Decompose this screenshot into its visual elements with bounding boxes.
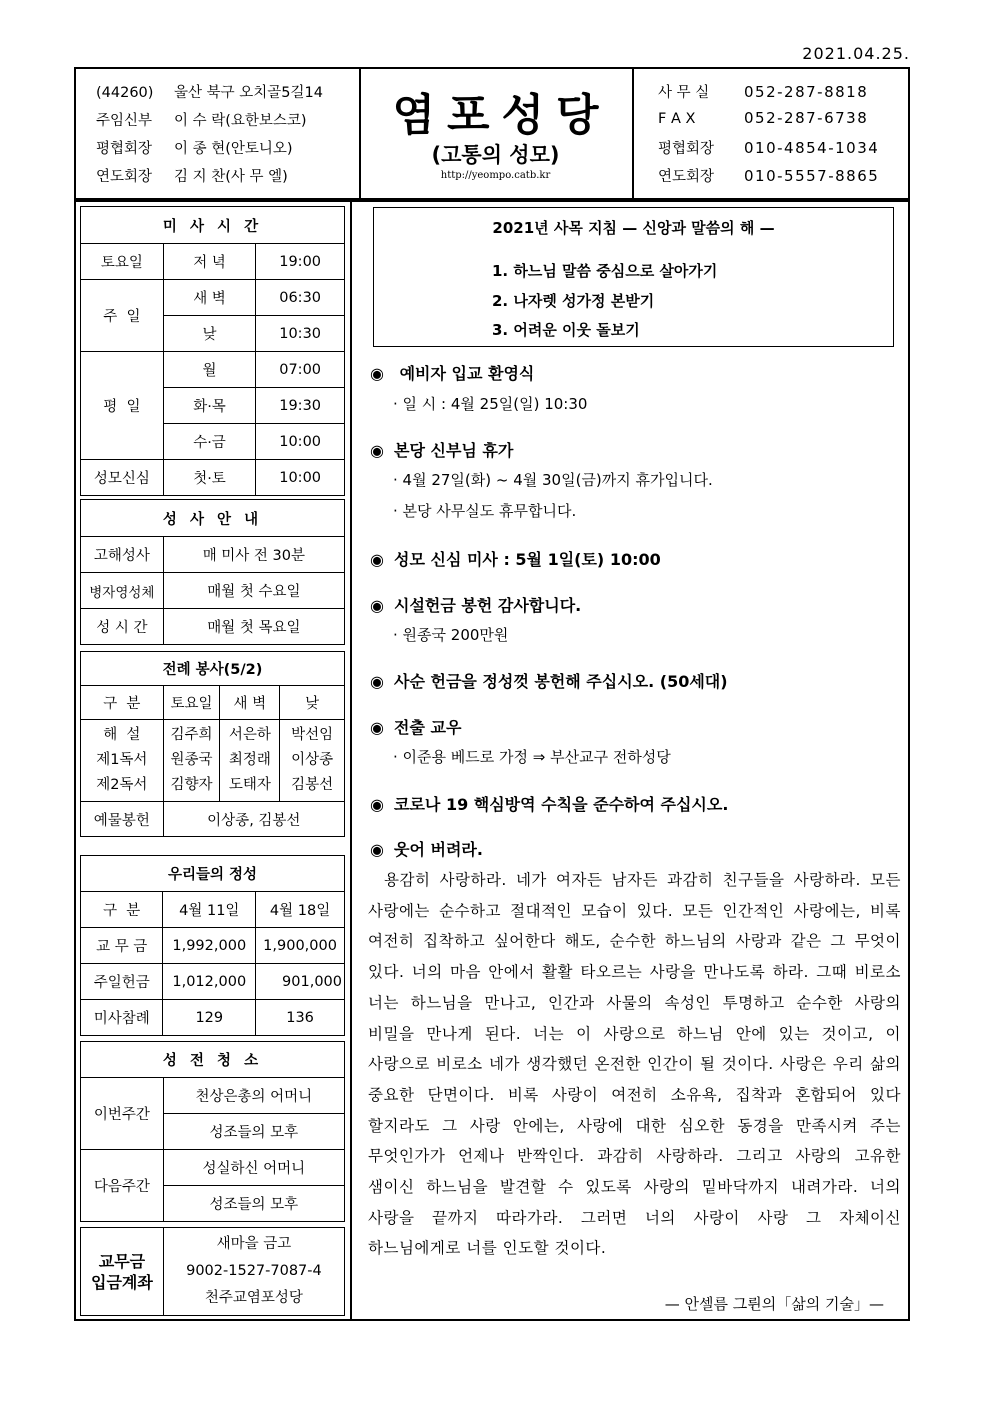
- bullet-icon: ◉: [370, 840, 384, 859]
- bullet-icon: ◉: [370, 441, 384, 460]
- header: [74, 67, 910, 200]
- policy-item: 1. 하느님 말씀 중심으로 살아가기: [492, 262, 718, 280]
- column-divider: [350, 200, 352, 1321]
- notice-transfer: ◉ 전출 교우: [370, 718, 462, 737]
- sacraments-title: 성 사 안 내: [81, 500, 345, 537]
- notice-detail: · 본당 사무실도 휴무합니다.: [393, 502, 577, 520]
- address-line: (44260) 울산 북구 오치골5길14: [96, 85, 323, 101]
- bullet-icon: ◉: [370, 596, 384, 615]
- notice-pastor-vacation: ◉ 본당 신부님 휴가: [370, 441, 514, 460]
- sacraments-table: 성 사 안 내 고해성사 매 미사 전 30분 병자영성체 매월 첫 수요일 성 시 간 매월 첫 목요일: [80, 499, 345, 645]
- bullet-icon: ◉: [370, 672, 384, 691]
- notice-detail: · 4월 27일(화) ~ 4월 30일(금)까지 휴가입니다.: [393, 471, 713, 489]
- mass-times-title: 미 사 시 간: [81, 207, 345, 244]
- notice-detail: · 일 시 : 4월 25일(일) 10:30: [393, 395, 588, 413]
- reflection-citation: — 안셀름 그륀의「삶의 기술」—: [664, 1295, 884, 1313]
- parish-title: 염포성당: [392, 90, 611, 141]
- office-phone: 사 무 실 052-287-8818: [658, 83, 869, 101]
- parish-subtitle: (고통의 성모): [431, 143, 560, 167]
- cleaning-title: 성 전 청 소: [81, 1042, 345, 1078]
- bullet-icon: ◉: [370, 550, 384, 569]
- policy-heading: 2021년 사목 지침 — 신앙과 말씀의 해 —: [492, 219, 775, 237]
- council-president-line: 평협회장 이 종 현(안토니오): [96, 141, 293, 157]
- policy-item: 2. 나자렛 성가정 본받기: [492, 292, 655, 310]
- notice-marian-mass: ◉ 성모 신심 미사 : 5월 1일(토) 10:00: [370, 550, 661, 569]
- bullet-icon: ◉: [370, 795, 384, 814]
- pastoral-policy-box: [373, 207, 894, 347]
- prayer-phone: 연도회장 010-5557-8865: [658, 167, 880, 185]
- notice-detail: · 원종국 200만원: [393, 626, 509, 644]
- account-detail: 새마을 금고 9002-1527-7087-4 천주교염포성당: [163, 1228, 344, 1316]
- parish-url[interactable]: http://yeompo.catb.kr: [440, 170, 551, 181]
- notice-detail: · 이준용 베드로 가정 ⇒ 부산교구 전하성당: [393, 748, 671, 766]
- liturgy-service-table: 전례 봉사(5/2) 구 분 토요일 새 벽 낮 해 설 제1독서 제2독서 김주희 원종국 김향자 서은하 최정래 도태자 박선임 이상종 김봉선 예물봉헌 이상종, 김봉선: [80, 651, 345, 837]
- bullet-icon: ◉: [370, 718, 384, 737]
- liturgy-title: 전례 봉사(5/2): [81, 652, 345, 686]
- masthead: [359, 69, 634, 198]
- parish-info: [76, 69, 361, 198]
- offerings-table: 우리들의 정성 구 분 4월 11일 4월 18일 교 무 금 1,992,000 1,900,000 주일헌금 1,012,000 901,000 미사참례 129 136: [80, 855, 345, 1036]
- cleaning-table: 성 전 청 소 이번주간 천상은총의 어머니 성조들의 모후 다음주간 성실하신 어머니 성조들의 모후: [80, 1041, 345, 1222]
- offerings-title: 우리들의 정성: [81, 856, 345, 892]
- account-table: [80, 1227, 345, 1316]
- notice-catechumen: ◉ 예비자 입교 환영식: [370, 364, 535, 383]
- council-phone: 평협회장 010-4854-1034: [658, 139, 880, 157]
- account-label: 교무금 입금계좌: [81, 1228, 164, 1316]
- pastor-line: 주임신부 이 수 락(요한보스코): [96, 113, 307, 129]
- notice-lent-offering: ◉ 사순 헌금을 정성껏 봉헌해 주십시오. (50세대): [370, 672, 728, 691]
- notice-facility-donation: ◉ 시설헌금 봉헌 감사합니다.: [370, 596, 582, 615]
- fax-number: F A X 052-287-6738: [658, 109, 869, 127]
- policy-item: 3. 어려운 이웃 돌보기: [492, 321, 640, 339]
- bullet-icon: ◉: [370, 364, 384, 383]
- reflection-text: 용감히 사랑하라. 네가 여자든 남자든 과감히 친구들을 사랑하라. 모든 사랑에는 순수하고 절대적인 모습이 있다. 모든 인간적인 사랑에는, 비록 여전히 집착하고 싶어한다 해도, 순수한 하느님의 사랑과 같은 그 무엇이 있다. 너의 마음 안에서 활활 타오르는 사랑을 만나도록 하라. 그때 비로소 너는 하느님을 만나고, 인간과 사물의 속성인 투명하고 순수한 사랑의 비밀을 만나게 된다. 너는 이 사랑으로 하느님 안에 있는 것이고, 이 사랑으로 비로소 네가 생각했던 온전한 인간이 될 것이다. 사랑은 우리 삶의 중요한 단면이다. 비록 사랑이 여전히 소유욕, 집착과 혼합되어 있다 할지라도 그 사랑 안에는, 사랑에 대한 심오한 동경을 만족시켜 주는 무엇인가가 언제나 반짝인다. 과감히 사랑하라. 그리고 사랑의 고유한 샘이신 하느님을 발견할 수 있도록 사랑의 밑바닥까지 내려가라. 너의 사랑을 끝까지 따라가라. 그러면 너의 사랑이 사랑 그 자체이신 하느님에게로 너를 인도할 것이다.: [368, 871, 901, 1258]
- notice-covid: ◉ 코로나 19 핵심방역 수칙을 준수하여 주십시오.: [370, 795, 729, 814]
- prayer-president-line: 연도회장 김 지 찬(사 무 엘): [96, 169, 288, 185]
- mass-times-table: 미 사 시 간 토요일 저 녁 19:00 주 일 새 벽 06:30 낮 10:30 평 일 월 07:00 화·목 19:30 수·금 10:00 성모신심 첫·토 10:00: [80, 206, 345, 496]
- notice-reflection-title: ◉ 웃어 버려라.: [370, 840, 483, 859]
- issue-date: 2021.04.25.: [802, 44, 910, 63]
- contact-info: [634, 69, 908, 198]
